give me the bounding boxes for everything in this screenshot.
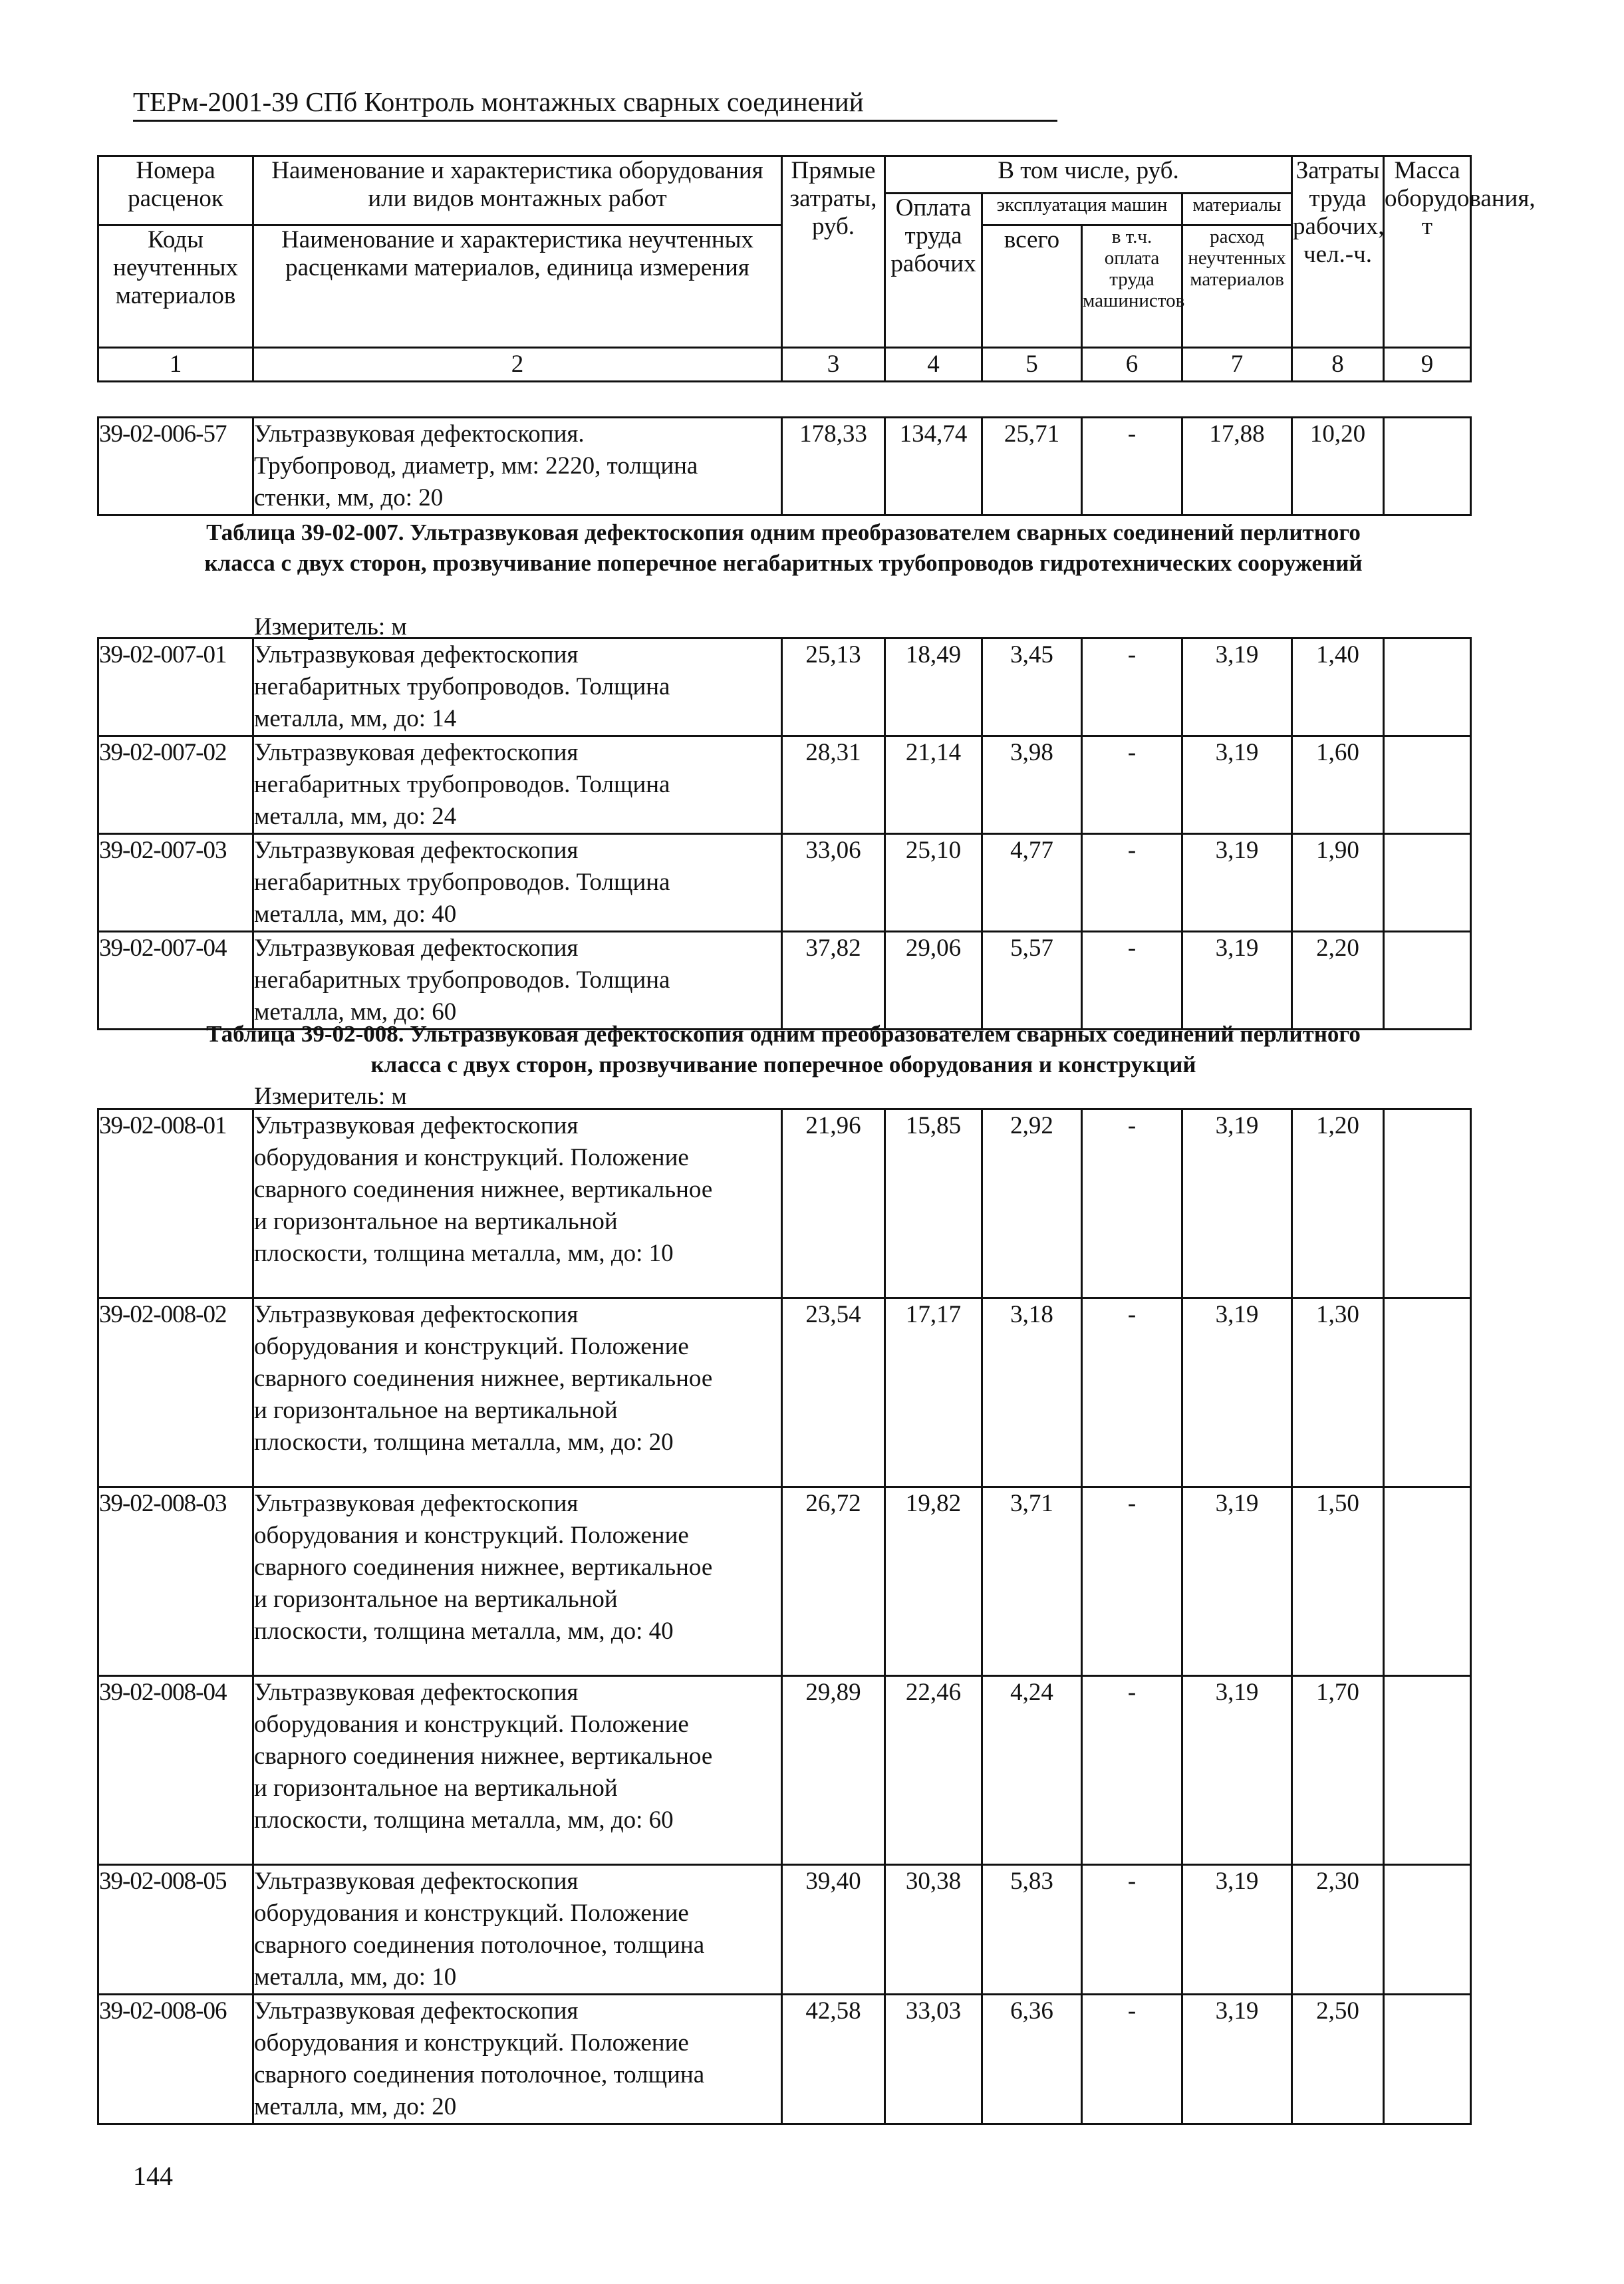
equipment-mass [1384,1865,1471,1995]
header-operator-wages: в т.ч. оплата труда машинистов [1082,225,1182,348]
equipment-mass [1384,932,1471,1030]
rate-description: Ультразвуковая дефектоскопия оборудования и конструкций. Положение сварного соединения нижнее, вертикальное и горизонтальное на вертикальной плоскости, толщина металла, мм, до: 20 [253,1298,782,1487]
labor-wages: 17,17 [885,1298,982,1487]
header-wages: Оплата труда рабочих [885,194,982,348]
labor-wages: 33,03 [885,1995,982,2124]
direct-costs: 178,33 [782,418,885,515]
table-row [98,639,1471,736]
labor-hours: 1,90 [1292,834,1384,932]
page-header: ТЕРм-2001-39 СПб Контроль монтажных сварных соединений [133,85,1057,122]
page-number: 144 [133,2161,173,2191]
header-equipment-mass: Масса оборудования, т [1384,156,1471,348]
materials-value: 3,19 [1182,1995,1292,2124]
table-008-measure: Измеритель: м [254,1083,407,1110]
header-material-name: Наименование и характеристика неучтенных расценками материалов, единица измерения [253,225,782,348]
col-number: 1 [98,348,253,382]
rate-code: 39-02-007-02 [98,736,253,834]
direct-costs: 29,89 [782,1676,885,1865]
rate-code: 39-02-006-57 [98,418,253,515]
direct-costs: 28,31 [782,736,885,834]
header-table [97,155,1536,382]
rate-description: Ультразвуковая дефектоскопия негабаритных трубопроводов. Толщина металла, мм, до: 14 [253,639,782,736]
operator-wages: - [1082,1298,1182,1487]
operator-wages: - [1082,1487,1182,1676]
table-007 [97,637,1472,1030]
equipment-mass [1384,1487,1471,1676]
rate-description: Ультразвуковая дефектоскопия оборудования и конструкций. Положение сварного соединения потолочное, толщина металла, мм, до: 20 [253,1995,782,2124]
rate-description: Ультразвуковая дефектоскопия оборудования и конструкций. Положение сварного соединения нижнее, вертикальное и горизонтальное на вертикальной плоскости, толщина металла, мм, до: 60 [253,1676,782,1865]
header-materials: материалы [1182,194,1292,225]
table-row [98,1487,1471,1676]
machines-total: 5,83 [982,1865,1082,1995]
col-number: 6 [1082,348,1182,382]
table-row [98,1676,1471,1865]
rate-code: 39-02-007-03 [98,834,253,932]
direct-costs: 39,40 [782,1865,885,1995]
header-labor-hours: Затраты труда рабочих, чел.-ч. [1292,156,1384,348]
rate-code: 39-02-007-01 [98,639,253,736]
rate-description: Ультразвуковая дефектоскопия оборудования и конструкций. Положение сварного соединения нижнее, вертикальное и горизонтальное на вертикальной плоскости, толщина металла, мм, до: 40 [253,1487,782,1676]
operator-wages: - [1082,639,1182,736]
col-number: 5 [982,348,1082,382]
operator-wages: - [1082,932,1182,1030]
labor-hours: 2,20 [1292,932,1384,1030]
materials-value: 17,88 [1182,418,1292,515]
machines-total: 3,45 [982,639,1082,736]
labor-hours: 2,50 [1292,1995,1384,2124]
operator-wages: - [1082,1995,1182,2124]
rate-code: 39-02-008-03 [98,1487,253,1676]
col-number: 3 [782,348,885,382]
labor-wages: 18,49 [885,639,982,736]
header-machines-total: всего [982,225,1082,348]
equipment-mass [1384,736,1471,834]
labor-wages: 22,46 [885,1676,982,1865]
labor-hours: 1,70 [1292,1676,1384,1865]
direct-costs: 42,58 [782,1995,885,2124]
table-007-measure: Измеритель: м [254,613,407,641]
materials-value: 3,19 [1182,639,1292,736]
table-007-caption-line2: класса с двух сторон, прозвучивание поперечное негабаритных трубопроводов гидротехнических сооружений [204,550,1363,576]
rate-code: 39-02-007-04 [98,932,253,1030]
operator-wages: - [1082,1676,1182,1865]
labor-wages: 21,14 [885,736,982,834]
machines-total: 25,71 [982,418,1082,515]
labor-wages: 30,38 [885,1865,982,1995]
col-number: 4 [885,348,982,382]
machines-total: 3,18 [982,1298,1082,1487]
labor-hours: 2,30 [1292,1865,1384,1995]
table-row [98,1109,1471,1298]
equipment-mass [1384,1109,1471,1298]
machines-total: 3,98 [982,736,1082,834]
equipment-mass [1384,639,1471,736]
labor-hours: 1,40 [1292,639,1384,736]
rate-code: 39-02-008-06 [98,1995,253,2124]
equipment-mass [1384,1676,1471,1865]
rate-code: 39-02-008-02 [98,1298,253,1487]
rate-description: Ультразвуковая дефектоскопия негабаритных трубопроводов. Толщина металла, мм, до: 40 [253,834,782,932]
col-number: 7 [1182,348,1292,382]
table-008 [97,1108,1472,2125]
operator-wages: - [1082,736,1182,834]
direct-costs: 23,54 [782,1298,885,1487]
rate-description: Ультразвуковая дефектоскопия негабаритных трубопроводов. Толщина металла, мм, до: 60 [253,932,782,1030]
direct-costs: 25,13 [782,639,885,736]
rate-description: Ультразвуковая дефектоскопия негабаритных трубопроводов. Толщина металла, мм, до: 24 [253,736,782,834]
table-006 [97,416,1472,516]
operator-wages: - [1082,1109,1182,1298]
header-material-usage: расход неучтенных материалов [1182,225,1292,348]
header-material-codes: Коды неучтенных материалов [98,225,253,348]
machines-total: 2,92 [982,1109,1082,1298]
materials-value: 3,19 [1182,1109,1292,1298]
labor-hours: 1,20 [1292,1109,1384,1298]
labor-hours: 1,30 [1292,1298,1384,1487]
equipment-mass [1384,418,1471,515]
table-row [98,1298,1471,1487]
operator-wages: - [1082,1865,1182,1995]
rate-description: Ультразвуковая дефектоскопия оборудования и конструкций. Положение сварного соединения потолочное, толщина металла, мм, до: 10 [253,1865,782,1995]
labor-wages: 19,82 [885,1487,982,1676]
direct-costs: 21,96 [782,1109,885,1298]
operator-wages: - [1082,418,1182,515]
labor-hours: 1,50 [1292,1487,1384,1676]
table-row [98,736,1471,834]
rate-description: Ультразвуковая дефектоскопия. Трубопровод, диаметр, мм: 2220, толщина стенки, мм, до: 20 [253,418,782,515]
direct-costs: 37,82 [782,932,885,1030]
labor-wages: 134,74 [885,418,982,515]
rate-code: 39-02-008-01 [98,1109,253,1298]
header-direct-costs: Прямые затраты, руб. [782,156,885,348]
table-008-caption-line2: класса с двух сторон, прозвучивание поперечное оборудования и конструкций [370,1052,1196,1077]
labor-wages: 15,85 [885,1109,982,1298]
header-machines: эксплуатация машин [982,194,1182,225]
table-row [98,1995,1471,2124]
machines-total: 4,24 [982,1676,1082,1865]
operator-wages: - [1082,834,1182,932]
materials-value: 3,19 [1182,834,1292,932]
table-row [98,834,1471,932]
table-007-caption-line1: Таблица 39-02-007. Ультразвуковая дефектоскопия одним преобразователем сварных соединений перлитного [206,519,1361,545]
col-number: 2 [253,348,782,382]
header-work-name: Наименование и характеристика оборудования или видов монтажных работ [253,156,782,225]
materials-value: 3,19 [1182,1298,1292,1487]
col-number: 9 [1384,348,1471,382]
materials-value: 3,19 [1182,932,1292,1030]
equipment-mass [1384,1995,1471,2124]
direct-costs: 33,06 [782,834,885,932]
labor-wages: 29,06 [885,932,982,1030]
equipment-mass [1384,1298,1471,1487]
labor-hours: 1,60 [1292,736,1384,834]
materials-value: 3,19 [1182,1487,1292,1676]
labor-hours: 10,20 [1292,418,1384,515]
table-row [98,932,1471,1030]
rate-code: 39-02-008-04 [98,1676,253,1865]
equipment-mass [1384,834,1471,932]
materials-value: 3,19 [1182,1865,1292,1995]
table-row [98,418,1471,515]
rate-code: 39-02-008-05 [98,1865,253,1995]
header-including: В том числе, руб. [885,156,1292,194]
machines-total: 4,77 [982,834,1082,932]
materials-value: 3,19 [1182,736,1292,834]
machines-total: 6,36 [982,1995,1082,2124]
table-row [98,1865,1471,1995]
rate-description: Ультразвуковая дефектоскопия оборудования и конструкций. Положение сварного соединения нижнее, вертикальное и горизонтальное на вертикальной плоскости, толщина металла, мм, до: 10 [253,1109,782,1298]
materials-value: 3,19 [1182,1676,1292,1865]
direct-costs: 26,72 [782,1487,885,1676]
header-codes: Номера расценок [98,156,253,225]
machines-total: 3,71 [982,1487,1082,1676]
machines-total: 5,57 [982,932,1082,1030]
table-008-caption-line1: Таблица 39-02-008. Ультразвуковая дефектоскопия одним преобразователем сварных соединений перлитного [206,1021,1361,1047]
labor-wages: 25,10 [885,834,982,932]
col-number: 8 [1292,348,1384,382]
